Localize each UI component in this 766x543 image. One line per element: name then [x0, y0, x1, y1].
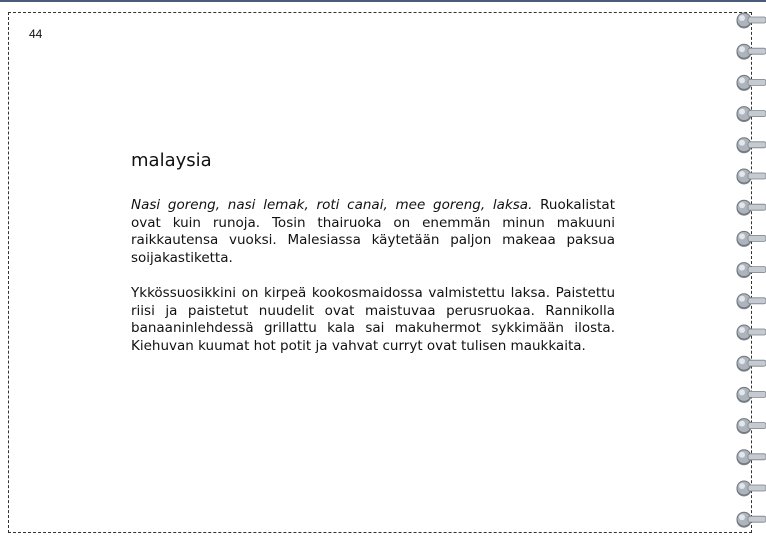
spiral-binding: [734, 10, 766, 540]
spiral-ring-icon: [737, 263, 766, 279]
spiral-ring-icon: [737, 356, 766, 372]
paragraph-1: [131, 197, 615, 267]
spiral-ring-icon: [737, 450, 766, 466]
spiral-ring-icon: [737, 325, 766, 341]
spiral-ring-icon: [737, 231, 766, 247]
spiral-ring-icon: [737, 419, 766, 435]
spiral-ring-icon: [737, 75, 766, 91]
paragraph-2-text: Ykkössuosikkini on kirpeä kookosmaidossa valmistettu laksa. Paistettu riisi ja paistetut nuudelit ovat maistuvaa perusruokaa. Rannikolla banaaninlehdessä grillattu kala sai makuhermot sykkimään ilosta. Kiehuvan kuumat hot potit ja vahvat curryt ovat tulisen maukkaita.: [131, 284, 615, 354]
spiral-ring-icon: [737, 138, 766, 154]
page-body: [131, 197, 615, 373]
page-title: malaysia: [131, 150, 212, 171]
spiral-ring-icon: [737, 13, 766, 29]
spiral-ring-icon: [737, 481, 766, 497]
spiral-ring-icon: [737, 200, 766, 216]
paragraph-1-italic-lead: Nasi goreng, nasi lemak, roti canai, mee goreng, laksa.: [131, 197, 533, 213]
window-top-border: [0, 0, 766, 2]
notebook-page: [8, 12, 752, 533]
page-number: 44: [29, 27, 43, 41]
spiral-ring-icon: [737, 169, 766, 185]
paragraph-1-text: Ruokalistat ovat kuin runoja. Tosin thairuoka on enemmän minun makuuni raikkautensa vuoksi. Malesiassa käytetään paljon makeaa paksua soijakastiketta.: [131, 197, 615, 266]
spiral-ring-icon: [737, 387, 766, 403]
spiral-ring-icon: [737, 512, 766, 528]
paragraph-2: [131, 285, 615, 355]
spiral-ring-icon: [737, 294, 766, 310]
spiral-ring-icon: [737, 107, 766, 123]
spiral-ring-icon: [737, 44, 766, 60]
